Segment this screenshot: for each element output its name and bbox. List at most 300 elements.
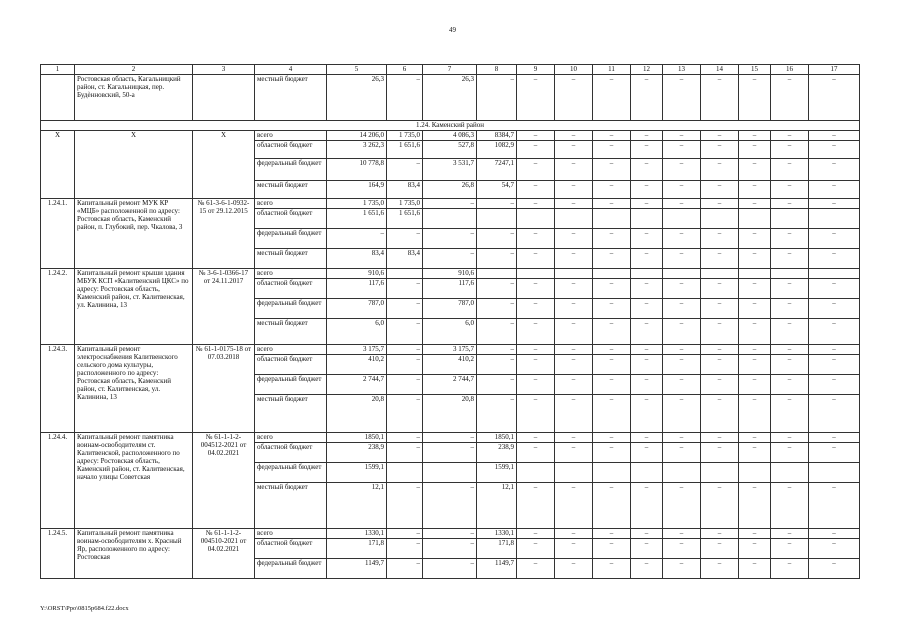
object-address: Ростовская область, Кагальницкий район, ст. Кагальницкая, пер. Будѐнновский, 50-а — [75, 75, 193, 121]
value-cell: – — [555, 433, 593, 443]
value-cell: 2 744,7 — [327, 375, 387, 395]
value-cell: – — [739, 141, 771, 159]
value-cell: – — [771, 559, 809, 579]
value-cell: 410,2 — [423, 355, 477, 375]
value-cell — [593, 269, 631, 279]
value-cell: – — [631, 319, 663, 345]
value-cell: – — [555, 319, 593, 345]
budget-table — [40, 64, 860, 579]
value-cell: – — [593, 355, 631, 375]
value-cell: – — [387, 159, 423, 181]
table-row — [41, 75, 860, 121]
value-cell: – — [477, 345, 517, 355]
value-cell: – — [701, 75, 739, 121]
value-cell — [555, 463, 593, 483]
value-cell: – — [809, 299, 860, 319]
value-cell: 1 651,6 — [387, 141, 423, 159]
value-cell: – — [701, 229, 739, 249]
value-cell: – — [739, 395, 771, 433]
value-cell: – — [593, 375, 631, 395]
value-cell: – — [771, 319, 809, 345]
value-cell: – — [423, 443, 477, 463]
value-cell: – — [477, 249, 517, 269]
funding-source: местный бюджет — [255, 249, 327, 269]
value-cell: – — [739, 433, 771, 443]
value-cell: – — [663, 345, 701, 355]
value-cell: – — [771, 443, 809, 463]
document-number: № 61-1-0175-18 от 07.03.2018 — [193, 345, 255, 433]
funding-source: федеральный бюджет — [255, 559, 327, 579]
table-row — [41, 269, 860, 279]
funding-source: всего — [255, 529, 327, 539]
value-cell: – — [739, 483, 771, 529]
value-cell: – — [593, 443, 631, 463]
column-number: 17 — [809, 65, 860, 75]
value-cell: – — [387, 395, 423, 433]
section-title: 1.24. Каменский район — [41, 121, 860, 131]
value-cell: – — [771, 433, 809, 443]
value-cell: – — [771, 131, 809, 141]
funding-source: местный бюджет — [255, 319, 327, 345]
value-cell: 12,1 — [477, 483, 517, 529]
value-cell: – — [631, 433, 663, 443]
object-name: Капитальный ремонт электроснабжения Калитвенского сельского дома культуры, расположенного по адресу: Ростовская область, Каменский район, ст. Калитвенская, ул. Калинина, 13 — [75, 345, 193, 433]
value-cell: – — [701, 529, 739, 539]
value-cell: – — [593, 141, 631, 159]
value-cell: – — [663, 559, 701, 579]
value-cell: – — [517, 141, 555, 159]
value-cell: – — [739, 159, 771, 181]
value-cell: – — [555, 199, 593, 209]
value-cell: – — [423, 559, 477, 579]
value-cell: – — [517, 559, 555, 579]
value-cell: 6,0 — [423, 319, 477, 345]
column-number: 11 — [593, 65, 631, 75]
value-cell: – — [593, 131, 631, 141]
value-cell: – — [739, 75, 771, 121]
value-cell: – — [771, 75, 809, 121]
value-cell: – — [555, 529, 593, 539]
value-cell: – — [631, 75, 663, 121]
funding-source: федеральный бюджет — [255, 463, 327, 483]
value-cell: – — [593, 181, 631, 199]
value-cell: – — [555, 299, 593, 319]
object-name: Капитальный ремонт крыши здания МБУК КСП «Калитвенский ЦКС» по адресу: Ростовская область, Каменский район, ст. Калитвенская, ул. Калинина, 13 — [75, 269, 193, 345]
value-cell — [771, 209, 809, 229]
column-number: 16 — [771, 65, 809, 75]
value-cell — [701, 209, 739, 229]
value-cell: – — [517, 279, 555, 299]
value-cell: 117,6 — [327, 279, 387, 299]
value-cell: – — [593, 433, 631, 443]
table-row — [41, 529, 860, 539]
value-cell: – — [593, 345, 631, 355]
value-cell: – — [555, 75, 593, 121]
value-cell: – — [701, 375, 739, 395]
value-cell — [663, 269, 701, 279]
value-cell: – — [739, 249, 771, 269]
value-cell: – — [423, 229, 477, 249]
value-cell: 1850,1 — [477, 433, 517, 443]
funding-source: областной бюджет — [255, 141, 327, 159]
value-cell — [593, 209, 631, 229]
value-cell: – — [555, 395, 593, 433]
funding-source: всего — [255, 199, 327, 209]
value-cell: – — [701, 483, 739, 529]
value-cell: – — [739, 299, 771, 319]
value-cell: – — [593, 229, 631, 249]
value-cell: 910,6 — [423, 269, 477, 279]
column-number: 1 — [41, 65, 75, 75]
funding-source: федеральный бюджет — [255, 229, 327, 249]
value-cell: – — [555, 229, 593, 249]
value-cell: – — [631, 279, 663, 299]
value-cell: – — [771, 249, 809, 269]
value-cell: – — [517, 229, 555, 249]
value-cell: – — [593, 299, 631, 319]
value-cell — [739, 209, 771, 229]
value-cell: – — [631, 199, 663, 209]
value-cell: – — [631, 355, 663, 375]
value-cell: – — [701, 443, 739, 463]
value-cell: – — [593, 319, 631, 345]
value-cell: 1 735,0 — [387, 199, 423, 209]
row-number: Х — [41, 131, 75, 199]
column-number: 10 — [555, 65, 593, 75]
value-cell: – — [593, 529, 631, 539]
value-cell: – — [631, 375, 663, 395]
value-cell: – — [593, 279, 631, 299]
value-cell — [631, 269, 663, 279]
value-cell — [739, 269, 771, 279]
value-cell: – — [387, 559, 423, 579]
value-cell: 1599,1 — [477, 463, 517, 483]
value-cell: – — [517, 345, 555, 355]
value-cell: – — [387, 345, 423, 355]
value-cell: – — [327, 229, 387, 249]
value-cell: – — [701, 395, 739, 433]
value-cell: 1850,1 — [327, 433, 387, 443]
value-cell: 26,3 — [423, 75, 477, 121]
funding-source: федеральный бюджет — [255, 159, 327, 181]
value-cell: – — [423, 529, 477, 539]
value-cell — [477, 209, 517, 229]
value-cell — [387, 463, 423, 483]
value-cell: – — [809, 345, 860, 355]
value-cell: – — [771, 159, 809, 181]
value-cell: – — [631, 395, 663, 433]
value-cell: – — [663, 131, 701, 141]
value-cell: – — [701, 181, 739, 199]
value-cell: – — [739, 375, 771, 395]
document-number: № 61-1-1-2-004512-2021 от 04.02.2021 — [193, 433, 255, 529]
value-cell: – — [701, 249, 739, 269]
value-cell: 1330,1 — [477, 529, 517, 539]
value-cell: – — [555, 141, 593, 159]
value-cell: – — [517, 375, 555, 395]
funding-source: всего — [255, 433, 327, 443]
value-cell: – — [631, 539, 663, 559]
value-cell: – — [739, 345, 771, 355]
value-cell: – — [477, 355, 517, 375]
value-cell: 171,8 — [477, 539, 517, 559]
row-number: 1.24.3. — [41, 345, 75, 433]
value-cell: – — [387, 299, 423, 319]
column-number: 7 — [423, 65, 477, 75]
object-name: Х — [75, 131, 193, 199]
value-cell: – — [701, 159, 739, 181]
funding-source: областной бюджет — [255, 539, 327, 559]
funding-source: областной бюджет — [255, 279, 327, 299]
value-cell: – — [555, 443, 593, 463]
value-cell: 1 735,0 — [327, 199, 387, 209]
table-row — [41, 345, 860, 355]
value-cell: – — [477, 375, 517, 395]
value-cell: – — [739, 319, 771, 345]
value-cell: – — [631, 443, 663, 463]
row-number — [41, 75, 75, 121]
value-cell: – — [663, 299, 701, 319]
value-cell — [701, 269, 739, 279]
value-cell: – — [477, 199, 517, 209]
value-cell: – — [517, 529, 555, 539]
value-cell: – — [663, 249, 701, 269]
value-cell: – — [771, 279, 809, 299]
value-cell: 1149,7 — [327, 559, 387, 579]
funding-source: федеральный бюджет — [255, 299, 327, 319]
value-cell: – — [701, 433, 739, 443]
value-cell: 8384,7 — [477, 131, 517, 141]
value-cell — [517, 209, 555, 229]
value-cell: – — [809, 159, 860, 181]
value-cell: – — [631, 345, 663, 355]
value-cell: – — [387, 319, 423, 345]
value-cell: 171,8 — [327, 539, 387, 559]
funding-source: всего — [255, 269, 327, 279]
value-cell: – — [517, 299, 555, 319]
value-cell: 1599,1 — [327, 463, 387, 483]
value-cell: – — [809, 483, 860, 529]
value-cell: 1082,9 — [477, 141, 517, 159]
value-cell: – — [423, 483, 477, 529]
value-cell: – — [555, 159, 593, 181]
column-number: 14 — [701, 65, 739, 75]
value-cell — [809, 269, 860, 279]
value-cell — [631, 463, 663, 483]
value-cell: – — [593, 539, 631, 559]
value-cell: 1330,1 — [327, 529, 387, 539]
value-cell: 3 175,7 — [423, 345, 477, 355]
value-cell: – — [555, 131, 593, 141]
page-number: 49 — [449, 26, 456, 34]
value-cell: – — [555, 355, 593, 375]
funding-source: местный бюджет — [255, 483, 327, 529]
value-cell: – — [809, 279, 860, 299]
value-cell: – — [387, 375, 423, 395]
value-cell: – — [555, 249, 593, 269]
value-cell: 26,8 — [423, 181, 477, 199]
value-cell: – — [701, 345, 739, 355]
row-number: 1.24.4. — [41, 433, 75, 529]
value-cell: – — [809, 375, 860, 395]
value-cell: – — [701, 131, 739, 141]
value-cell: – — [663, 539, 701, 559]
value-cell: – — [477, 395, 517, 433]
value-cell: – — [663, 319, 701, 345]
value-cell: – — [593, 159, 631, 181]
value-cell: – — [517, 483, 555, 529]
value-cell: – — [631, 299, 663, 319]
value-cell: – — [739, 279, 771, 299]
column-number: 13 — [663, 65, 701, 75]
value-cell: – — [739, 559, 771, 579]
column-number: 15 — [739, 65, 771, 75]
value-cell: 1 735,0 — [387, 131, 423, 141]
funding-source: местный бюджет — [255, 395, 327, 433]
value-cell: – — [771, 355, 809, 375]
value-cell: – — [387, 539, 423, 559]
value-cell: 12,1 — [327, 483, 387, 529]
value-cell — [631, 209, 663, 229]
value-cell: – — [555, 539, 593, 559]
value-cell: 1 651,6 — [387, 209, 423, 229]
value-cell: 3 531,7 — [423, 159, 477, 181]
value-cell: – — [771, 181, 809, 199]
row-number: 1.24.5. — [41, 529, 75, 579]
column-number: 12 — [631, 65, 663, 75]
value-cell: – — [517, 355, 555, 375]
funding-source: областной бюджет — [255, 355, 327, 375]
funding-source: областной бюджет — [255, 209, 327, 229]
value-cell: 20,8 — [423, 395, 477, 433]
value-cell: – — [477, 319, 517, 345]
value-cell: 54,7 — [477, 181, 517, 199]
value-cell: – — [771, 529, 809, 539]
value-cell: 1 651,6 — [327, 209, 387, 229]
document-number: № 61-3-6-1-0932-15 от 29.12.2015 — [193, 199, 255, 269]
value-cell: – — [387, 279, 423, 299]
value-cell: 910,6 — [327, 269, 387, 279]
column-number: 8 — [477, 65, 517, 75]
value-cell: – — [809, 529, 860, 539]
value-cell: – — [517, 433, 555, 443]
value-cell: 83,4 — [387, 249, 423, 269]
value-cell: – — [663, 375, 701, 395]
value-cell: 238,9 — [327, 443, 387, 463]
value-cell: – — [809, 443, 860, 463]
value-cell: 20,8 — [327, 395, 387, 433]
value-cell: – — [701, 319, 739, 345]
value-cell: – — [771, 299, 809, 319]
value-cell: – — [809, 539, 860, 559]
column-number: 3 — [193, 65, 255, 75]
document-number: Х — [193, 131, 255, 199]
row-number: 1.24.2. — [41, 269, 75, 345]
value-cell: – — [739, 199, 771, 209]
value-cell: – — [477, 299, 517, 319]
value-cell: – — [631, 159, 663, 181]
value-cell: – — [517, 249, 555, 269]
value-cell: – — [663, 229, 701, 249]
value-cell — [809, 463, 860, 483]
value-cell: – — [739, 181, 771, 199]
value-cell: – — [593, 199, 631, 209]
document-number: № 61-1-1-2-004510-2021 от 04.02.2021 — [193, 529, 255, 579]
value-cell — [663, 209, 701, 229]
value-cell — [809, 209, 860, 229]
document-number — [193, 75, 255, 121]
value-cell: – — [809, 141, 860, 159]
value-cell — [701, 463, 739, 483]
value-cell: – — [631, 483, 663, 529]
value-cell: – — [809, 199, 860, 209]
value-cell: – — [809, 433, 860, 443]
value-cell: – — [517, 131, 555, 141]
value-cell: – — [387, 433, 423, 443]
value-cell: 83,4 — [387, 181, 423, 199]
value-cell: – — [739, 529, 771, 539]
value-cell — [423, 463, 477, 483]
value-cell: – — [663, 199, 701, 209]
value-cell: – — [663, 75, 701, 121]
value-cell: – — [477, 75, 517, 121]
value-cell — [555, 269, 593, 279]
value-cell: – — [387, 355, 423, 375]
column-number: 9 — [517, 65, 555, 75]
value-cell: 1149,7 — [477, 559, 517, 579]
value-cell: 787,0 — [327, 299, 387, 319]
value-cell — [739, 463, 771, 483]
value-cell: – — [771, 395, 809, 433]
value-cell: 4 086,3 — [423, 131, 477, 141]
value-cell: – — [663, 433, 701, 443]
value-cell: – — [771, 199, 809, 209]
value-cell: – — [771, 375, 809, 395]
value-cell: – — [809, 181, 860, 199]
value-cell: – — [701, 279, 739, 299]
value-cell: – — [517, 395, 555, 433]
value-cell — [517, 269, 555, 279]
value-cell: – — [517, 159, 555, 181]
value-cell: 117,6 — [423, 279, 477, 299]
value-cell: – — [739, 229, 771, 249]
value-cell: – — [631, 529, 663, 539]
value-cell: – — [517, 539, 555, 559]
value-cell: – — [517, 75, 555, 121]
row-number: 1.24.1. — [41, 199, 75, 269]
value-cell — [387, 269, 423, 279]
value-cell: 527,8 — [423, 141, 477, 159]
value-cell: – — [631, 559, 663, 579]
value-cell: – — [555, 559, 593, 579]
value-cell: – — [593, 75, 631, 121]
value-cell: – — [663, 279, 701, 299]
value-cell — [771, 269, 809, 279]
value-cell: – — [387, 529, 423, 539]
value-cell: – — [387, 443, 423, 463]
value-cell: – — [739, 355, 771, 375]
document-number: № 3-6-1-0366-17 от 24.11.2017 — [193, 269, 255, 345]
value-cell: 6,0 — [327, 319, 387, 345]
funding-source: местный бюджет — [255, 181, 327, 199]
value-cell: 410,2 — [327, 355, 387, 375]
value-cell: – — [739, 539, 771, 559]
value-cell: – — [423, 433, 477, 443]
value-cell: – — [701, 559, 739, 579]
value-cell — [477, 269, 517, 279]
value-cell — [771, 463, 809, 483]
funding-source: федеральный бюджет — [255, 375, 327, 395]
